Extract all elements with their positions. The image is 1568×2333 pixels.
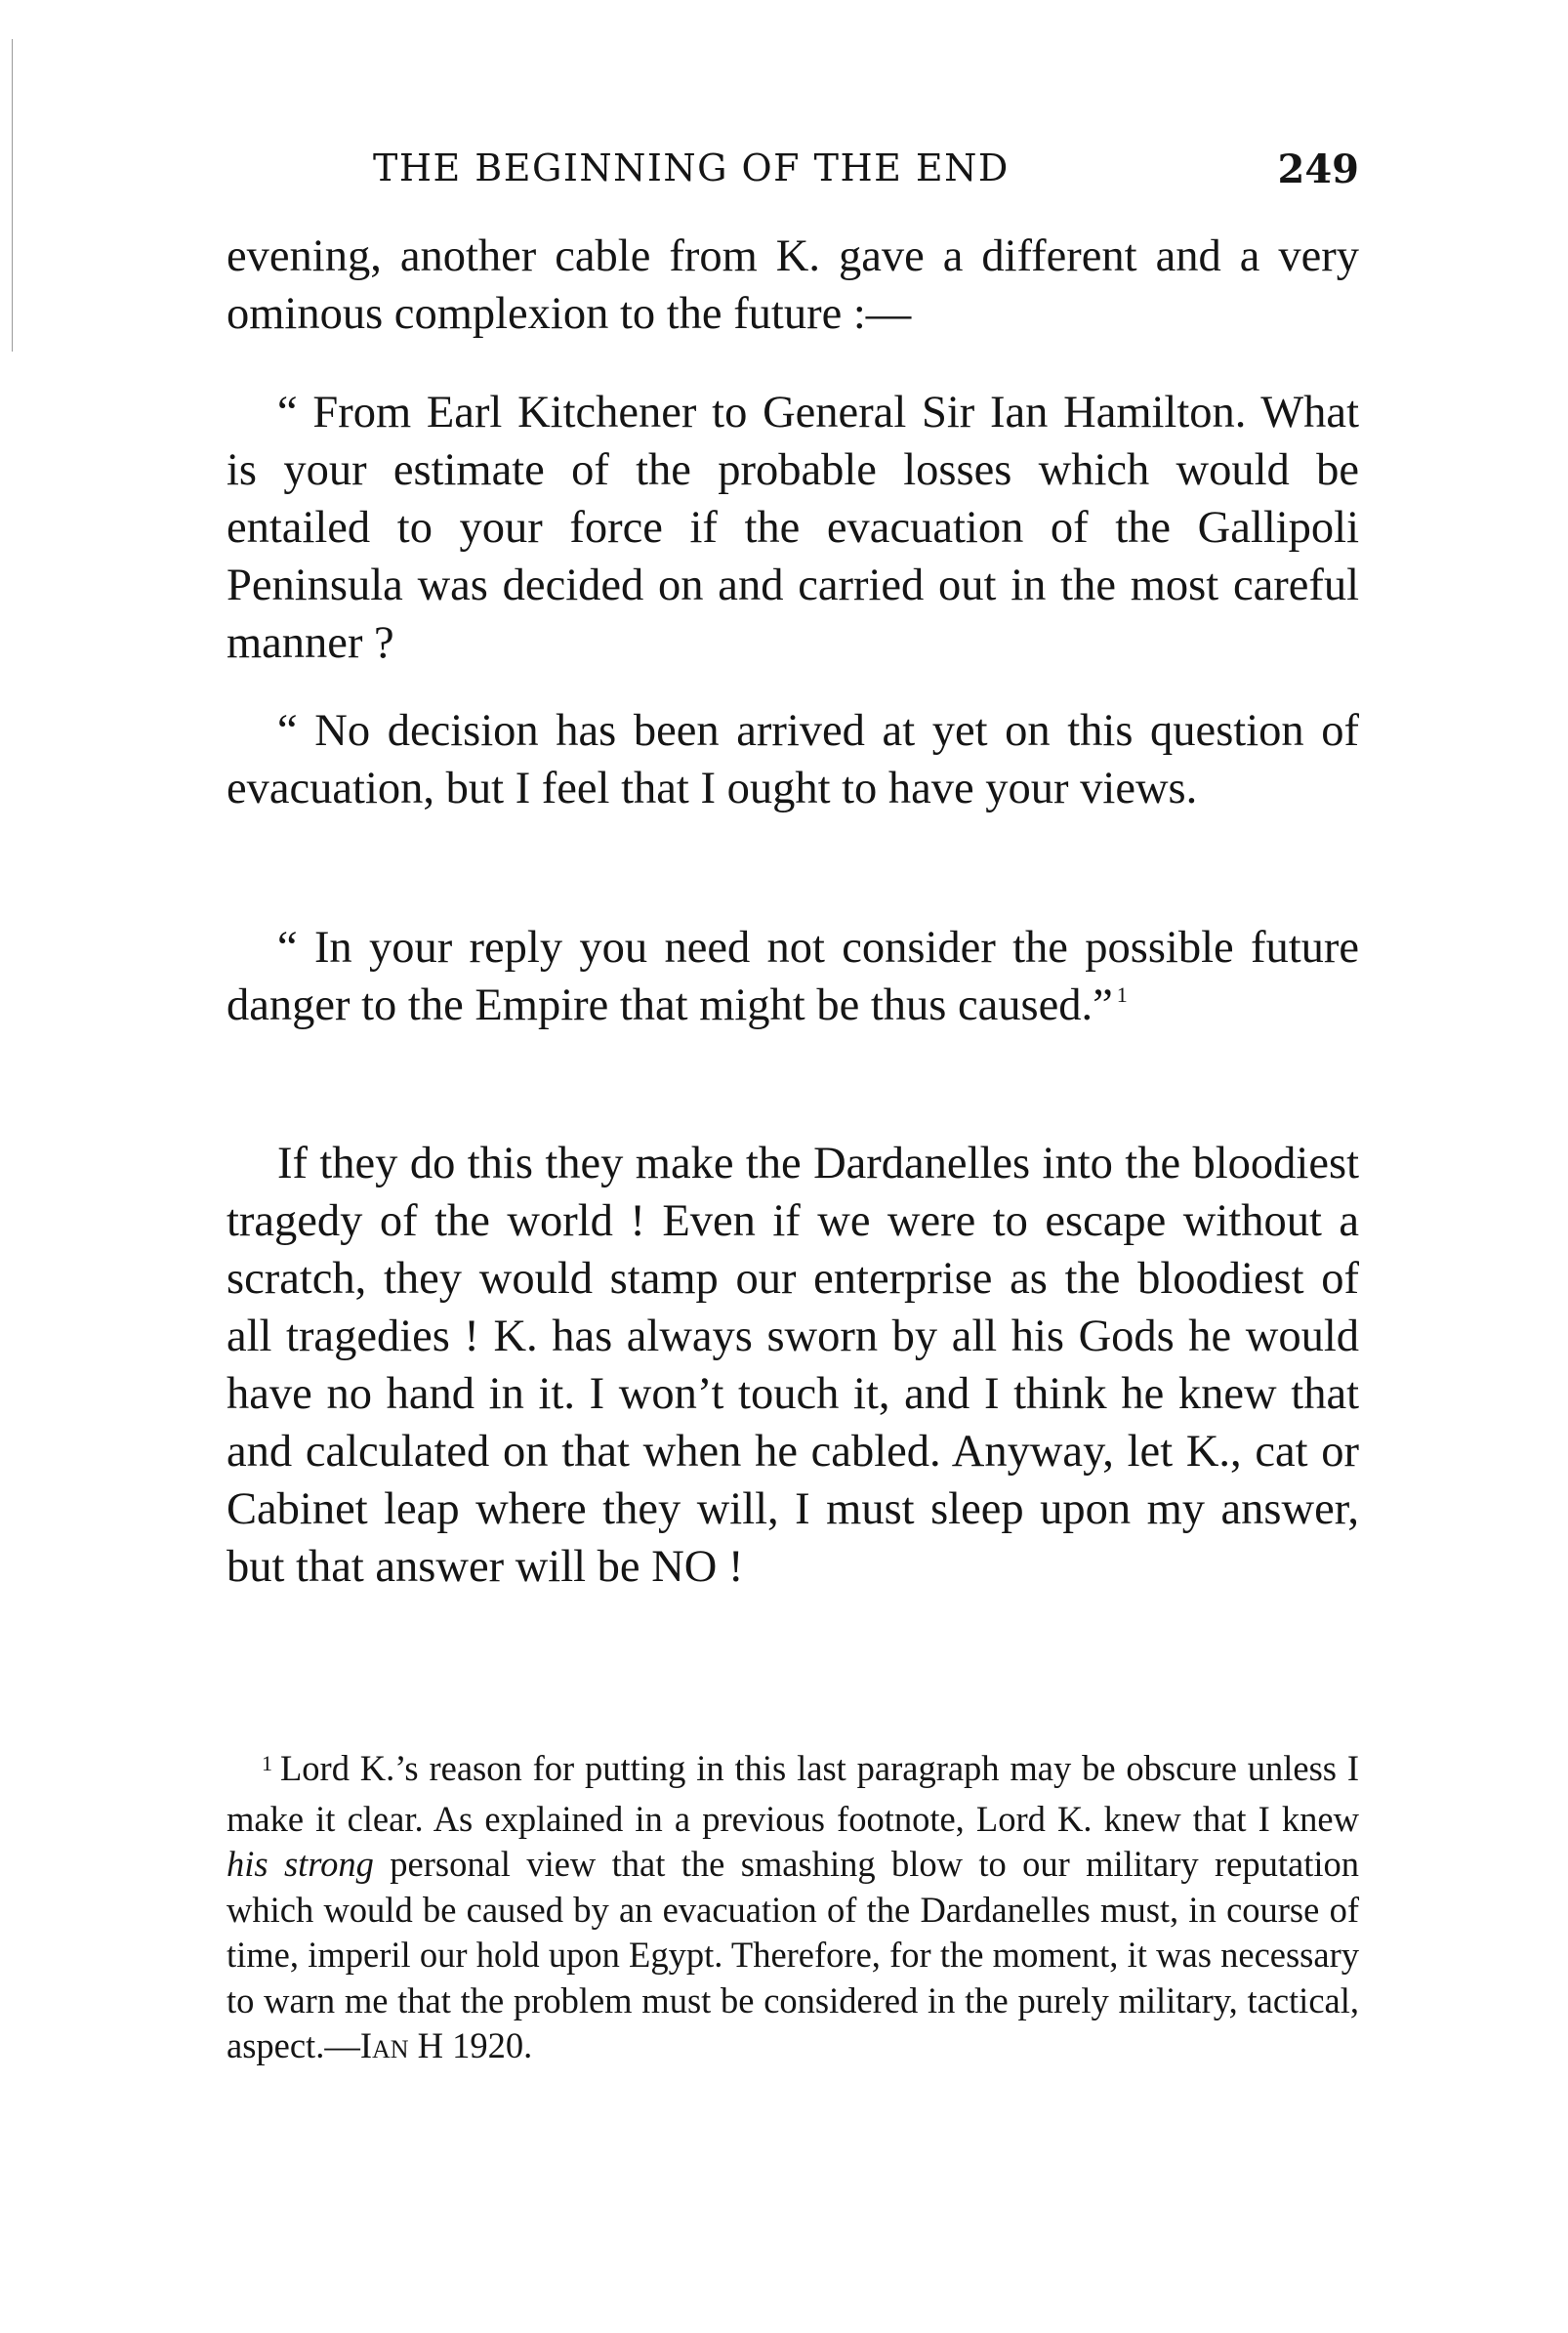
paragraph-cable-reply-text: “ In your reply you need not consider the possible future danger to the Empire that might be thus caused.”	[227, 923, 1359, 1030]
footnote-reference[interactable]: 1	[1116, 982, 1128, 1007]
paragraph-reaction: If they do this they make the Dardanelles into the bloodiest tragedy of the world ! Even if we were to escape without a scratch, they would stamp our enterprise as the bloodiest of all tragedies ! K. has always sworn by all his Gods he would have no hand in it. I won’t touch it, and I think he knew that and calculated on that when he cabled. Anyway, let K., cat or Cabinet leap where they will, I must sleep upon my answer, but that answer will be NO !	[227, 1139, 1359, 1592]
footnote-mark: 1	[262, 1751, 272, 1775]
footnote	[227, 1746, 1359, 2069]
footnote-emphasis: his strong	[227, 1844, 374, 1884]
footnote-text-part1: Lord K.’s reason for putting in this last paragraph may be obscure unless I make it clear. As explained in a previous footnote, Lord K. knew that I knew	[227, 1748, 1359, 1839]
paragraph-cable-quote: “ From Earl Kitchener to General Sir Ian Hamilton. What is your estimate of the probable losses which would be entailed to your force if the evacuation of the Gallipoli Peninsula was decided on and carried out in the most careful manner ?	[227, 388, 1359, 668]
paragraph-cable-decision: “ No decision has been arrived at yet on this question of evacuation, but I feel that I ought to have your views.	[227, 706, 1359, 813]
footnote-signature: Ian H	[359, 2025, 444, 2065]
scan-edge-line	[12, 39, 13, 352]
paragraph-cable-reply	[227, 919, 1359, 1041]
paragraph-continuation: evening, another cable from K. gave a different and a very ominous complexion to the future :—	[227, 231, 1359, 339]
footnote-text-part2: personal view that the smashing blow to our military reputation which would be caused by an evacuation of the Dardanelles must, in course of time, imperil our hold upon Egypt. Therefore, for the moment, it was necessary to warn me that the problem must be considered in the purely military, tactical, aspect.—	[227, 1844, 1360, 2065]
running-head	[227, 146, 1359, 205]
page-number: 249	[1277, 146, 1359, 192]
running-title: THE BEGINNING OF THE END	[373, 146, 1010, 189]
footnote-year: 1920.	[452, 2025, 533, 2065]
